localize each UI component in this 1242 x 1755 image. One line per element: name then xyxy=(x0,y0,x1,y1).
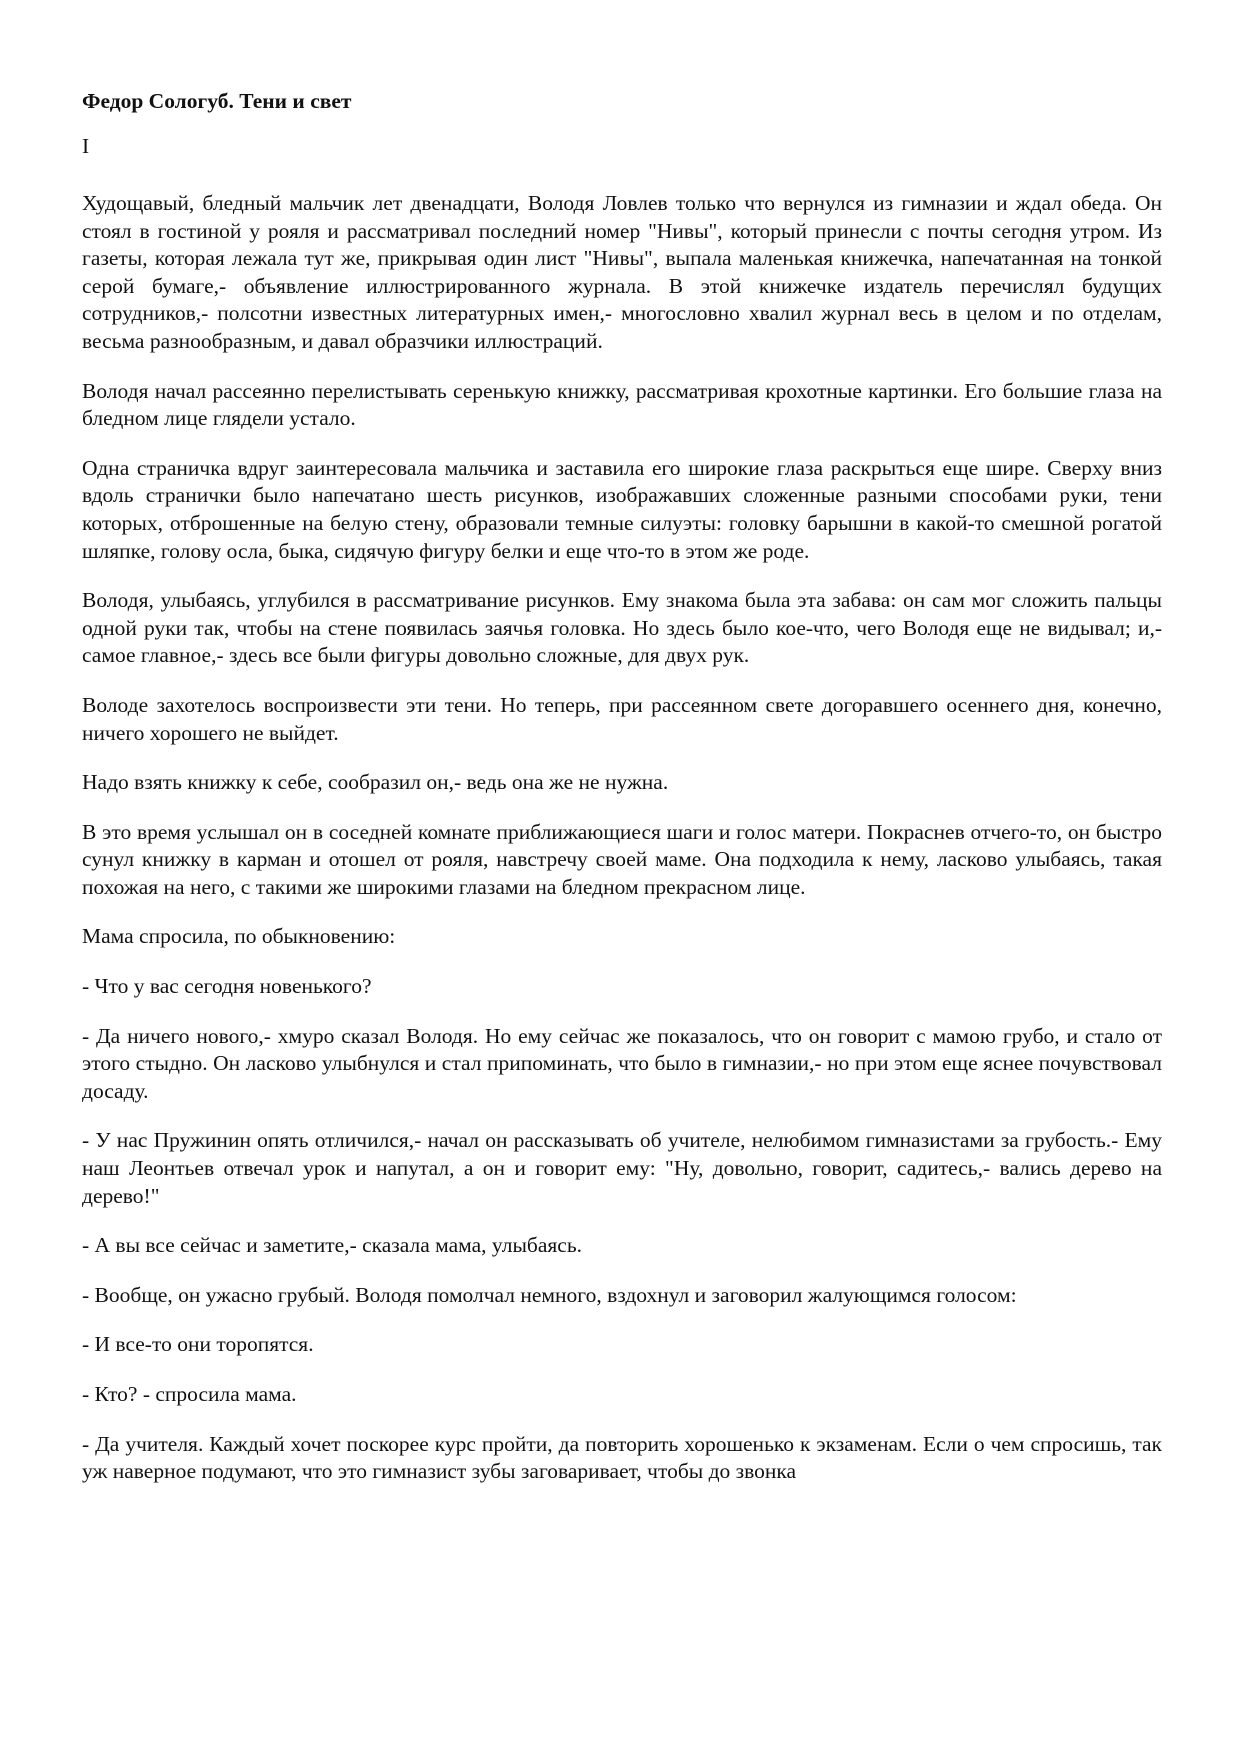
document-page xyxy=(82,88,1162,1486)
document-title: Федор Сологуб. Тени и свет xyxy=(82,89,352,113)
paragraph: Володя начал рассеянно перелистывать серенькую книжку, рассматривая крохотные картинки. Его большие глаза на бледном лице глядели устало. xyxy=(82,378,1162,431)
paragraph: - Да учителя. Каждый хочет поскорее курс пройти, да повторить хорошенько к экзаменам. Если о чем спросишь, так уж наверное подумают, что это гимназист зубы заговаривает, чтобы до звонка xyxy=(82,1431,1162,1484)
paragraph: - И все-то они торопятся. xyxy=(82,1332,314,1357)
paragraph: - Кто? - спросила мама. xyxy=(82,1382,297,1406)
chapter-number: I xyxy=(82,134,90,158)
paragraph: Володя, улыбаясь, углубился в рассматривание рисунков. Ему знакома была эта забава: он сам мог сложить пальцы одной руки так, чтобы на стене появилась заячья головка. Но здесь было кое-что, чего Володя еще не видывал; и,- самое главное,- здесь все были фигуры довольно сложные, для двух рук. xyxy=(82,588,1162,668)
paragraph: - У нас Пружинин опять отличился,- начал он рассказывать об учителе, нелюбимом гимназистами за грубость.- Ему наш Леонтьев отвечал урок и напутал, а он и говорит ему: "Ну, довольно, говорит, садитесь,- вались дерево на дерево!" xyxy=(82,1128,1162,1208)
paragraph: - Что у вас сегодня новенького? xyxy=(82,974,372,999)
paragraph: Одна страничка вдруг заинтересовала мальчика и заставила его широкие глаза раскрыться еще шире. Сверху вниз вдоль странички было напечатано шесть рисунков, изображавших сложенные разными способами руки, тени которых, отброшенные на белую стену, образовали темные силуэты: головку барышни в какой-то смешной рогатой шляпке, голову осла, быка, сидячую фигуру белки и еще что-то в этом же роде. xyxy=(82,455,1162,563)
paragraph: - Вообще, он ужасно грубый. Володя помолчал немного, вздохнул и заговорил жалующимся голосом: xyxy=(82,1282,1017,1307)
paragraph: - А вы все сейчас и заметите,- сказала мама, улыбаясь. xyxy=(82,1233,583,1258)
paragraph: Мама спросила, по обыкновению: xyxy=(82,924,396,949)
paragraph: В это время услышал он в соседней комнате приближающиеся шаги и голос матери. Покраснев отчего-то, он быстро сунул книжку в карман и отошел от рояля, навстречу своей маме. Она подходила к нему, ласково улыбаясь, такая похожая на него, с такими же широкими глазами на бледном прекрасном лице. xyxy=(82,819,1162,899)
paragraph: Володе захотелось воспроизвести эти тени. Но теперь, при рассеянном свете догоравшего осеннего дня, конечно, ничего хорошего не выйдет. xyxy=(82,692,1162,745)
paragraph: Надо взять книжку к себе, сообразил он,- ведь она же не нужна. xyxy=(82,770,669,795)
paragraph: - Да ничего нового,- хмуро сказал Володя. Но ему сейчас же показалось, что он говорит с мамою грубо, и стало от этого стыдно. Он ласково улыбнулся и стал припоминать, что было в гимназии,- но при этом еще яснее почувствовал досаду. xyxy=(82,1023,1162,1103)
paragraph: Худощавый, бледный мальчик лет двенадцати, Володя Ловлев только что вернулся из гимназии и ждал обеда. Он стоял в гостиной у рояля и рассматривал последний номер "Нивы", который принесли с почты сегодня утром. Из газеты, которая лежала тут же, прикрывая один лист "Нивы", выпала маленькая книжечка, напечатанная на тонкой серой бумаге,- объявление иллюстрированного журнала. В этой книжечке издатель перечислял будущих сотрудников,- полсотни известных литературных имен,- многословно хвалил журнал весь в целом и по отделам, весьма разнообразным, и давал образчики иллюстраций. xyxy=(82,191,1162,353)
